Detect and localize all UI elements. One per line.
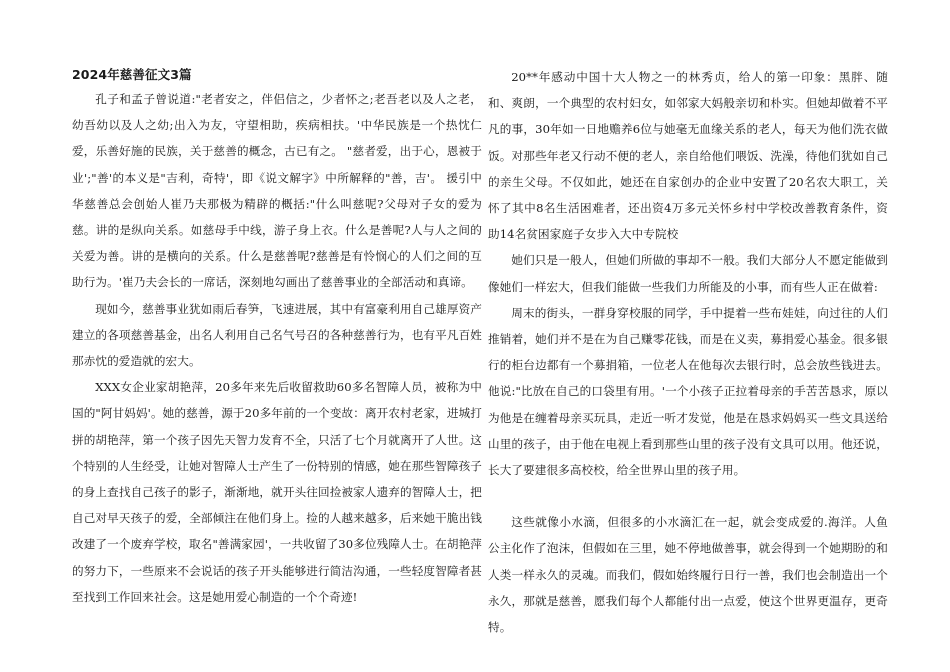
paragraph-charity-today: 现如今，慈善事业犹如雨后春笋，飞速进展，其中有富豪利用自己雄厚资产建立的各项慈善基金，出名人利用自己名气号召的各种慈善行为，也有平凡百姓那赤忱的爱造就的宏大。 — [72, 301, 482, 369]
paragraph-gap — [488, 483, 888, 509]
paragraph-lin-xiuzhen: 20**年感动中国十大人物之一的林秀贞，给人的第一印象：黑胖、随和、爽朗，一个典型的农村妇女，如邻家大妈般亲切和朴实。但她却做着不平凡的事，30年如一日地赡养6位与她毫无血缘关系的老人，每天为他们洗衣做饭。对那些年老又行动不便的老人，亲自给他们喂饭、洗澡，待他们犹如自己的亲生父母。不仅如此，她还在自家创办的企业中安置了20名农大职工，关怀了其中8名生活困难者，还出资4万多元关怀乡村中学校改善教育条件，资助14名贫困家庭子女步入大中专院校 — [488, 70, 888, 242]
paragraph-confucius: 孔子和孟子曾说道:"老者安之，伴侣信之，少者怀之;老吾老以及人之老，幼吾幼以及人之幼;出入为友，守望相助，疾病相扶。'中华民族是一个热忱仁爱，乐善好施的民族，关于慈善的概念，古已有之。 "慈者爱，出于心，恩被于业';"善'的本义是"吉利，奇特'，即《说文解字》中所解释的"善，吉'。 援引中华慈善总会创始人崔乃夫那极为精辟的概括:"什么叫慈呢?父母对子女的爱为慈。讲的是纵向关系。如慈母手中线，游子身上衣。什么是善呢?人与人之间的关爱为善。讲的是横向的关系。什么是慈善呢?慈善是有怜悯心的人们之间的互助行为。'崔乃夫会长的一席话，深刻地勾画出了慈善事业的全部活动和真谛。 — [72, 92, 482, 290]
right-column — [488, 64, 888, 640]
paragraph-weekend-street: 周末的街头，一群身穿校服的同学，手中提着一些布娃娃，向过往的人们推销着，她们并不是在为自己赚零花钱，而是在义卖，募捐爱心基金。很多银行的柜台边都有一个募捐箱，一位老人在他每次去银行时，总会放些钱进去。他说:"比放在自己的口袋里有用。'一个小孩子正拉着母亲的手苦苦恳求，原以为他是在缠着母亲买玩具，走近一听才发觉，他是在恳求妈妈买一些文具送给山里的孩子，由于他在电视上看到那些山里的孩子没有文具可以用。他还说，长大了要建很多高校校，给全世界山里的孩子用。 — [488, 305, 888, 478]
paragraph-hu-yanping: XXX女企业家胡艳萍，20多年来先后收留救助60多名智障人员，被称为中国的"阿甘妈妈'。她的慈善，源于20多年前的一个变故：离开农村老家，进城打拼的胡艳萍，第一个孩子因先天智力发育不全，只活了七个月就离开了人世。这个特别的人生经受，让她对智障人士产生了一份特别的情感，她在那些智障孩子的身上查找自己孩子的影子，渐渐地，就开头往回捡被家人遗弃的智障人士，把自己对早天孩子的爱，全部倾注在他们身上。捡的人越来越多，后来她干脆出钱改建了一个废弃学校，取名"善满家园'，一共收留了30多位残障人士。在胡艳萍的努力下，一些原来不会说话的孩子开头能够进行简洁沟通，一些轻度智障者甚至找到工作回来社会。这是她用爱心制造的一个个奇迹! — [72, 380, 482, 604]
left-column — [72, 64, 482, 610]
paragraph-ordinary-people: 她们只是一般人，但她们所做的事却不一般。我们大部分人不愿定能做到像她们一样宏大，但我们能做一些我们力所能及的小事，而有些人正在做着: — [488, 253, 888, 294]
paragraph-water-drops: 这些就像小水滴，但很多的小水滴汇在一起，就会变成爱的.海洋。人鱼公主化作了泡沫，但假如在三里，她不停地做善事，就会得到一个她期盼的和人类一样永久的灵魂。而我们，假如始终履行日行一善，我们也会制造出一个永久，那就是慈善，愿我们每个人都能付出一点爱，使这个世界更温存，更奇特。 — [488, 515, 888, 635]
document-title: 2024年慈善征文3篇 — [72, 67, 192, 82]
